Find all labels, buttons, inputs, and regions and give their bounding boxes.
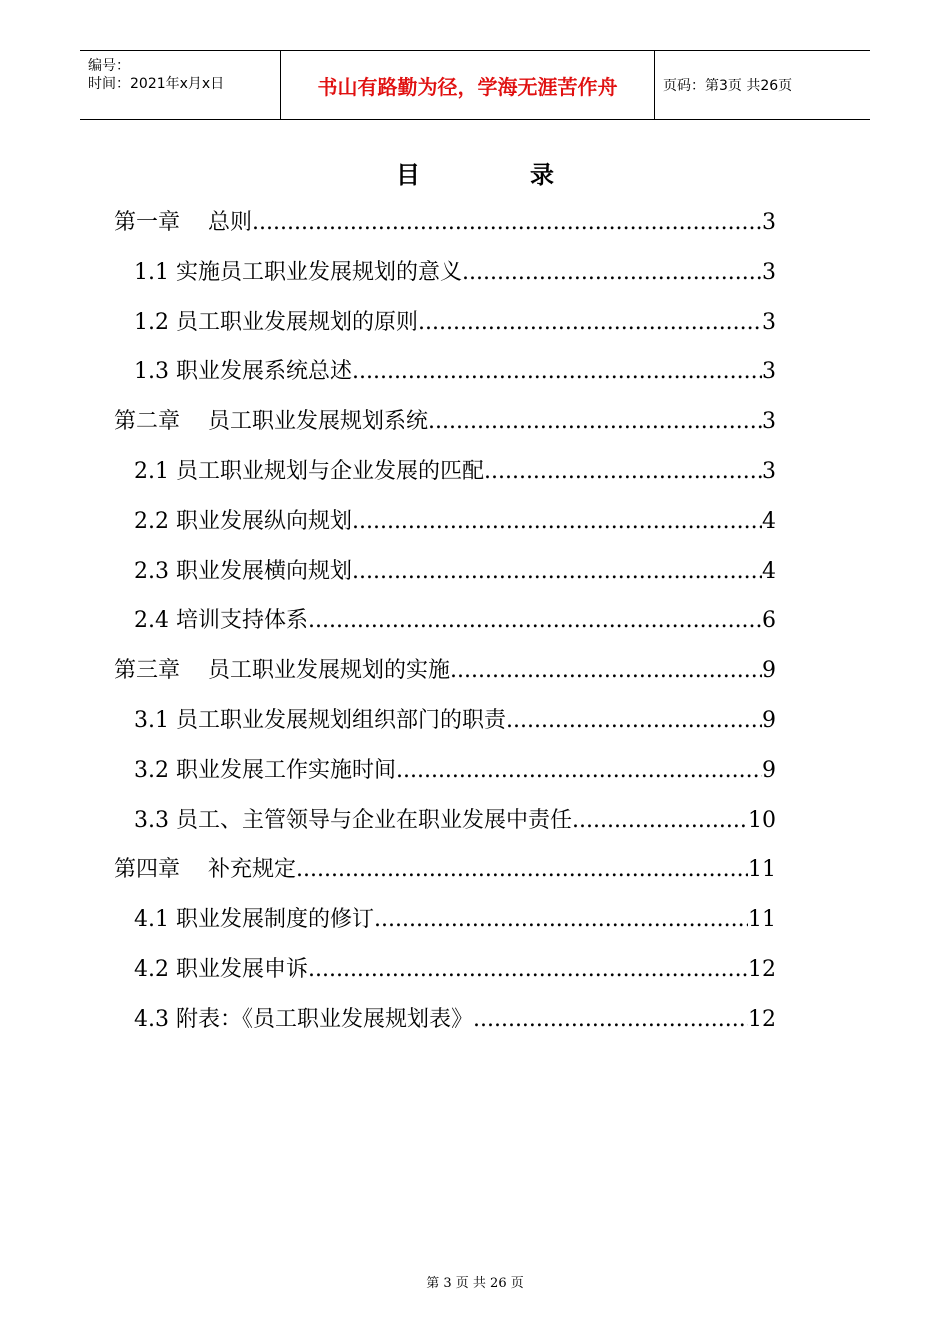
section-title: 1.1 实施员工职业发展规划的意义 — [134, 259, 462, 285]
page-number: 9 — [762, 658, 776, 684]
page-number: 3 — [762, 458, 776, 484]
page-number: 3 — [762, 259, 776, 285]
header-motto: 书山有路勤为径，学海无涯苦作舟 — [281, 51, 655, 119]
toc-chapter-2[interactable] — [114, 397, 776, 447]
toc-section-1-1[interactable] — [114, 248, 776, 298]
page-number: 12 — [748, 956, 776, 982]
toc-title-right: 录 — [530, 160, 554, 189]
toc-section-1-2[interactable] — [114, 298, 776, 348]
page-number: 11 — [748, 907, 776, 933]
page-number: 6 — [762, 608, 776, 634]
document-time: 时间：2021年x月x日 — [88, 76, 225, 92]
section-title: 1.3 职业发展系统总述 — [134, 359, 352, 385]
page-number: 3 — [762, 409, 776, 435]
leader-dots — [352, 347, 762, 397]
section-title: 2.1 员工职业规划与企业发展的匹配 — [134, 458, 484, 484]
table-of-contents — [114, 198, 776, 1045]
leader-dots — [308, 945, 748, 995]
section-title: 4.1 职业发展制度的修订 — [134, 907, 374, 933]
chapter-number: 第三章 — [114, 658, 181, 684]
chapter-title: 总则 — [208, 210, 253, 235]
leader-dots — [450, 646, 762, 696]
page-number: 3 — [762, 309, 776, 335]
page-number: 3 — [762, 359, 776, 385]
section-title: 3.2 职业发展工作实施时间 — [134, 757, 396, 783]
page-number: 4 — [762, 508, 776, 534]
chapter-number: 第二章 — [114, 409, 181, 435]
toc-section-3-3[interactable] — [114, 796, 776, 846]
leader-dots — [484, 447, 762, 497]
toc-section-2-4[interactable] — [114, 596, 776, 646]
leader-dots — [308, 596, 762, 646]
toc-section-4-3[interactable] — [114, 995, 776, 1045]
leader-dots — [418, 298, 762, 348]
chapter-number: 第四章 — [114, 857, 181, 883]
page-number: 3 — [762, 210, 776, 235]
section-title: 2.4 培训支持体系 — [134, 608, 308, 634]
toc-chapter-4[interactable] — [114, 845, 776, 895]
section-title: 4.3 附表：《员工职业发展规划表》 — [134, 1006, 473, 1032]
toc-section-2-2[interactable] — [114, 497, 776, 547]
section-title: 3.3 员工、主管领导与企业在职业发展中责任 — [134, 807, 572, 833]
toc-chapter-3[interactable] — [114, 646, 776, 696]
page-number: 4 — [762, 558, 776, 584]
page-number: 10 — [748, 807, 776, 833]
page-number: 12 — [748, 1006, 776, 1032]
toc-title — [0, 155, 950, 190]
toc-section-3-2[interactable] — [114, 746, 776, 796]
section-title: 4.2 职业发展申诉 — [134, 956, 308, 982]
page-footer: 第 3 页 共 26 页 — [426, 1276, 524, 1291]
chapter-title: 补充规定 — [208, 857, 297, 883]
toc-section-2-3[interactable] — [114, 547, 776, 597]
header-page-code: 页码：第3页 共26页 — [663, 78, 793, 94]
leader-dots — [572, 796, 748, 846]
chapter-title: 员工职业发展规划的实施 — [208, 658, 451, 684]
toc-section-2-1[interactable] — [114, 447, 776, 497]
toc-section-4-1[interactable] — [114, 895, 776, 945]
page-number: 9 — [762, 707, 776, 733]
leader-dots — [506, 696, 762, 746]
leader-dots — [428, 397, 762, 447]
document-number-label: 编号： — [88, 58, 130, 74]
leader-dots — [374, 895, 748, 945]
page-number: 11 — [748, 857, 776, 883]
leader-dots — [352, 497, 762, 547]
section-title: 1.2 员工职业发展规划的原则 — [134, 309, 418, 335]
page-header — [80, 50, 870, 120]
page-number: 9 — [762, 757, 776, 783]
toc-title-left: 目 — [396, 160, 420, 189]
leader-dots — [296, 845, 748, 895]
leader-dots — [396, 746, 762, 796]
leader-dots — [352, 547, 762, 597]
section-title: 2.3 职业发展横向规划 — [134, 558, 352, 584]
toc-section-3-1[interactable] — [114, 696, 776, 746]
leader-dots — [473, 995, 748, 1045]
leader-dots — [462, 248, 762, 298]
chapter-number: 第一章 — [114, 210, 181, 235]
leader-dots — [252, 198, 762, 248]
toc-section-4-2[interactable] — [114, 945, 776, 995]
section-title: 2.2 职业发展纵向规划 — [134, 508, 352, 534]
toc-chapter-1[interactable] — [114, 198, 776, 248]
chapter-title: 员工职业发展规划系统 — [208, 409, 429, 435]
section-title: 3.1 员工职业发展规划组织部门的职责 — [134, 707, 506, 733]
header-meta — [80, 51, 281, 119]
toc-section-1-3[interactable] — [114, 347, 776, 397]
